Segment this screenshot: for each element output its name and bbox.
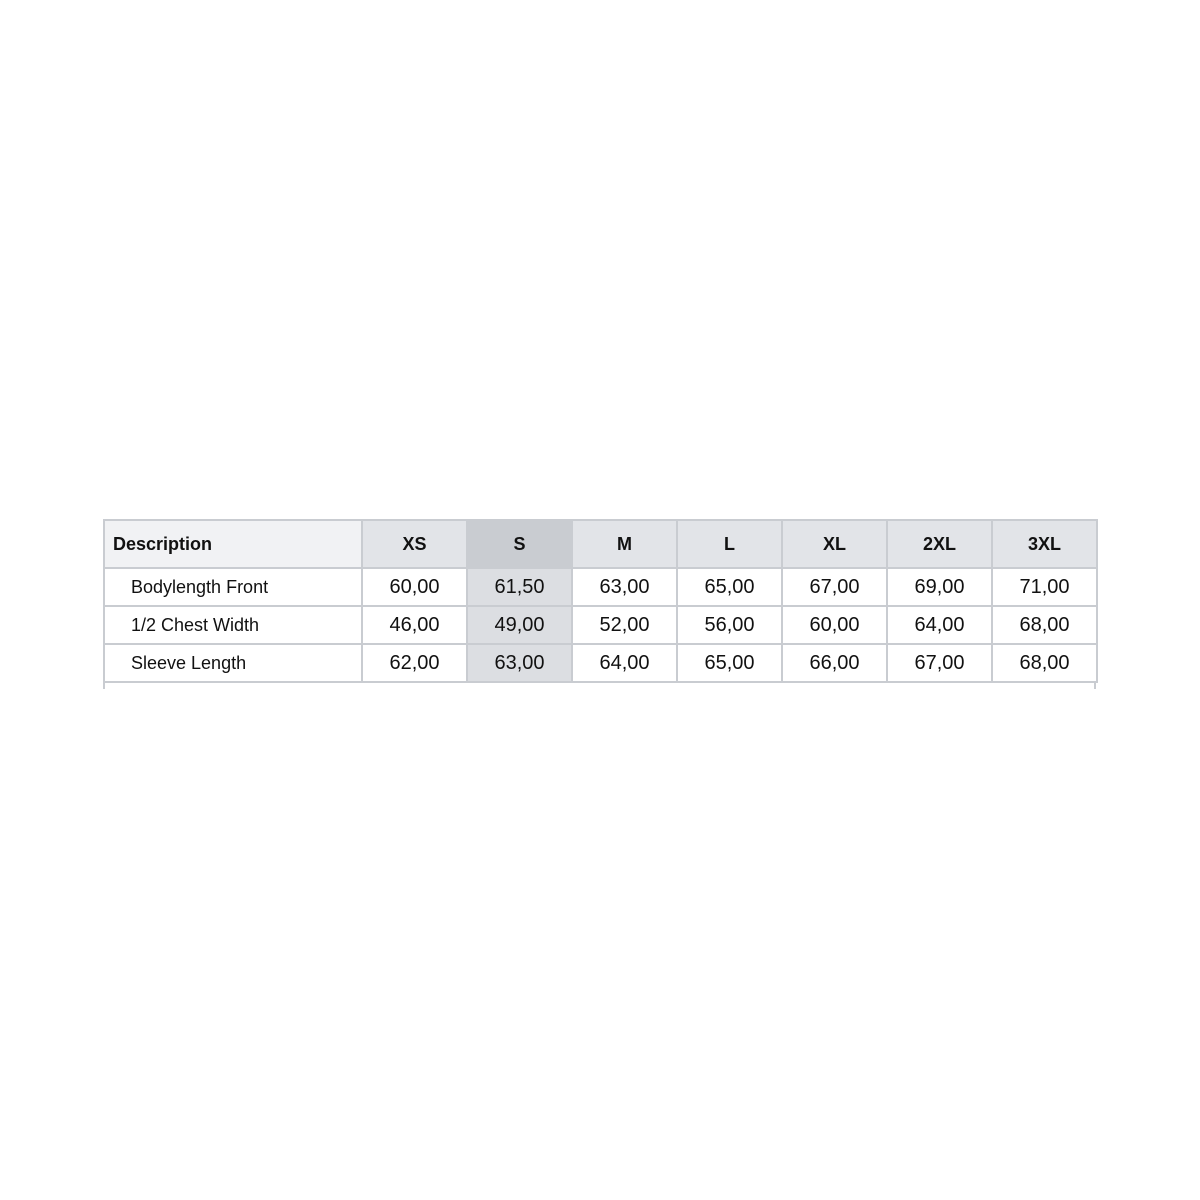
table-cell: 65,00 — [677, 568, 782, 606]
table-cell: 62,00 — [362, 644, 467, 682]
size-header-m: M — [572, 520, 677, 568]
table-row — [104, 644, 1097, 682]
table-cell: 49,00 — [467, 606, 572, 644]
row-label-bodylength-front: Bodylength Front — [104, 568, 362, 606]
table-cell: 64,00 — [572, 644, 677, 682]
table-cell: 63,00 — [572, 568, 677, 606]
size-header-xs: XS — [362, 520, 467, 568]
row-label-chest-width: 1/2 Chest Width — [104, 606, 362, 644]
size-header-3xl: 3XL — [992, 520, 1097, 568]
table-cell: 61,50 — [467, 568, 572, 606]
table-cell: 46,00 — [362, 606, 467, 644]
table-bottom-edge — [103, 683, 1096, 689]
size-header-s: S — [467, 520, 572, 568]
table-cell: 69,00 — [887, 568, 992, 606]
size-table — [103, 519, 1098, 683]
table-row — [104, 568, 1097, 606]
description-header: Description — [104, 520, 362, 568]
size-header-2xl: 2XL — [887, 520, 992, 568]
table-cell: 71,00 — [992, 568, 1097, 606]
table-row — [104, 606, 1097, 644]
row-label-sleeve-length: Sleeve Length — [104, 644, 362, 682]
table-cell: 52,00 — [572, 606, 677, 644]
table-cell: 60,00 — [782, 606, 887, 644]
table-cell: 67,00 — [782, 568, 887, 606]
table-cell: 63,00 — [467, 644, 572, 682]
table-cell: 68,00 — [992, 644, 1097, 682]
table-header-row — [104, 520, 1097, 568]
table-cell: 65,00 — [677, 644, 782, 682]
table-cell: 60,00 — [362, 568, 467, 606]
table-cell: 56,00 — [677, 606, 782, 644]
table-cell: 67,00 — [887, 644, 992, 682]
table-cell: 64,00 — [887, 606, 992, 644]
size-header-xl: XL — [782, 520, 887, 568]
size-chart — [103, 519, 1096, 685]
table-cell: 68,00 — [992, 606, 1097, 644]
size-header-l: L — [677, 520, 782, 568]
table-cell: 66,00 — [782, 644, 887, 682]
